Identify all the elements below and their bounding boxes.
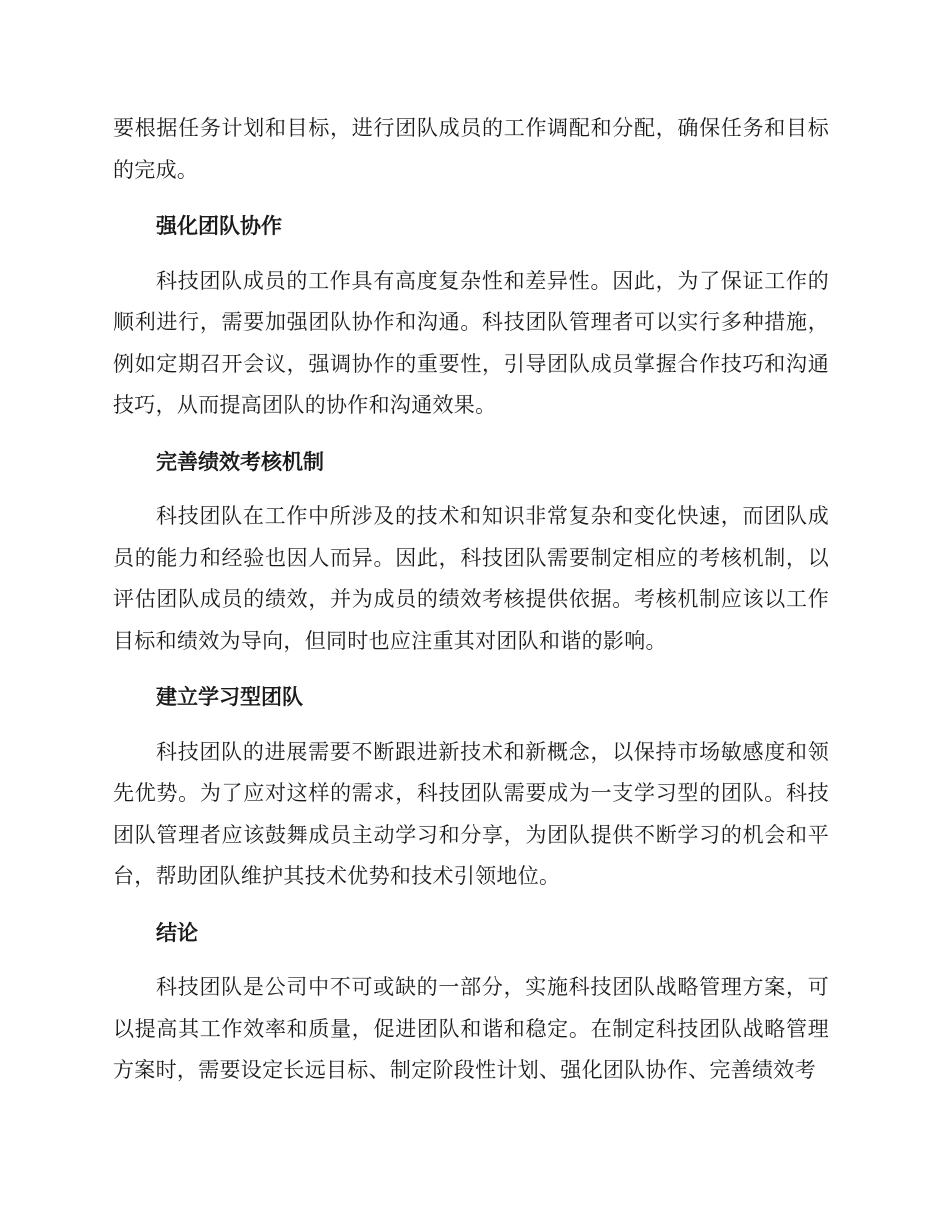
section-heading-team-collaboration: 强化团队协作 (156, 213, 282, 238)
section-body-conclusion: 科技团队是公司中不可或缺的一部分，实施科技团队战略管理方案，可以提高其工作效率和质量，促进团队和谐和稳定。在制定科技团队战略管理方案时，需要设定长远目标、制定阶段性计划、强化团队协作、完善绩效考 (113, 975, 829, 1082)
intro-continuation-paragraph: 要根据任务计划和目标，进行团队成员的工作调配和分配，确保任务和目标的完成。 (113, 116, 829, 182)
section-body-learning-team: 科技团队的进展需要不断跟进新技术和新概念，以保持市场敏感度和领先优势。为了应对这样的需求，科技团队需要成为一支学习型的团队。科技团队管理者应该鼓舞成员主动学习和分享，为团队提供不断学习的机会和平台，帮助团队维护其技术优势和技术引领地位。 (113, 739, 829, 888)
section-body-team-collaboration: 科技团队成员的工作具有高度复杂性和差异性。因此，为了保证工作的顺利进行，需要加强团队协作和沟通。科技团队管理者可以实行多种措施，例如定期召开会议，强调协作的重要性，引导团队成员掌握合作技巧和沟通技巧，从而提高团队的协作和沟通效果。 (113, 268, 829, 417)
section-body-performance-review: 科技团队在工作中所涉及的技术和知识非常复杂和变化快速，而团队成员的能力和经验也因人而异。因此，科技团队需要制定相应的考核机制，以评估团队成员的绩效，并为成员的绩效考核提供依据。考核机制应该以工作目标和绩效为导向，但同时也应注重其对团队和谐的影响。 (113, 504, 829, 653)
section-heading-learning-team: 建立学习型团队 (156, 684, 303, 709)
section-heading-performance-review: 完善绩效考核机制 (156, 448, 324, 474)
document-body (113, 108, 829, 1092)
section-heading-conclusion: 结论 (156, 919, 198, 945)
